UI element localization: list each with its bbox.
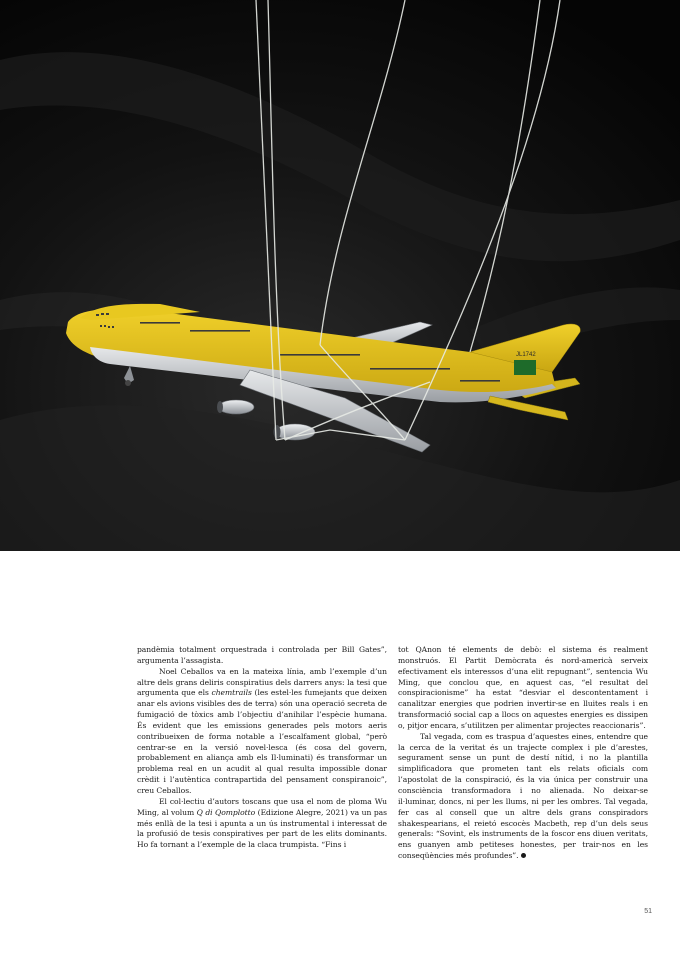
paragraph-text: (Edizione Alegre, 2021) va un pas més enllà de la tesi i apunta a un ús instrumental i interessat de la profusió de tesis conspiratives per part de les elits dominants. Ho fa tornant a l’exemple de la claca trumpista. “Fins i: [137, 807, 387, 850]
paragraph-4: [398, 645, 648, 732]
page-number: 51: [644, 908, 652, 915]
paragraph-text: El col·lectiu d’autors toscans que usa el nom de ploma Wu Ming, al volum: [137, 796, 387, 817]
article-column-right: [398, 645, 648, 862]
paragraph-2: [137, 667, 387, 797]
article-column-left: [137, 645, 387, 851]
paragraph-3: [137, 797, 387, 851]
tail-code: JL1742: [516, 352, 536, 358]
end-of-article-bullet-icon: [521, 853, 526, 858]
book-title: Q di Qomplotto: [196, 807, 256, 817]
paragraph-text: Tal vegada, com es traspua d’aquestes eines, entendre que la cerca de la veritat és un trajecte complex i ple d’arestes, segurament sense un punt de destí nítid, i no la plantilla simplificadora que prometen tant els relats oficials com l’apostolat de la conspiració, és la via única per construir una consciència transformadora i no alienada. No deixar-se il·luminar, doncs, ni per les llums, ni per les ombres. Tal vegada, fer cas al consell que un altre dels grans conspiradors shakespearians, el reietó escocès Macbeth, rep d’un dels seus generals: “Sovint, els instruments de la foscor ens diuen veritats, ens guanyen amb petiteses honestes, per trair-nos en les conseqüències més profundes”.: [398, 731, 648, 861]
paragraph-text: pandèmia totalment orquestrada i controlada per Bill Gates”, argumenta l’assagista.: [137, 645, 387, 665]
paragraph-text: Noel Ceballos va en la mateixa línia, amb l’exemple d’un altre dels grans deliris conspiratius dels darrers anys: la tesi que argumenta que els: [137, 666, 387, 698]
paragraph-text: (les estel·les fumejants que deixen anar els avions visibles des de terra) són una operació secreta de fumigació de tòxics amb l’objectiu d’anihilar l’espècie humana. És evident que les emissions generades pels motors aeris contribueixen de forma notable a l’escalfament global, “però centrar-se en la versió novel·lesca (és cosa del govern, probablement en aliança amb els Il·luminati) és transformar un problema real en un acudit al qual resulta impossible donar crèdit i l’autèntica contrapartida del pensament conspiranoic”, creu Ceballos.: [137, 688, 388, 795]
paragraph-text: tot QAnon té elements de debò: el sistema és realment monstruós. El Partit Demòcrata és nord-americà serveix efectivament els interessos d’una elit repugnant”, sentencia Wu Ming, que conclou que, en aquest cas, “el resultat del conspiracionisme” ha estat “desviar el descontentament i canalitzar energies que podrien invertir-se en lluites reals i en transformació social cap a llocs on aquestes energies es dissipen o, pitjor encara, s’utilitzen per alimentar projectes reaccionaris”.: [398, 645, 648, 730]
paragraph-5: [398, 732, 648, 862]
italic-term: chemtrails: [211, 688, 252, 698]
paragraph-1: [137, 645, 387, 667]
